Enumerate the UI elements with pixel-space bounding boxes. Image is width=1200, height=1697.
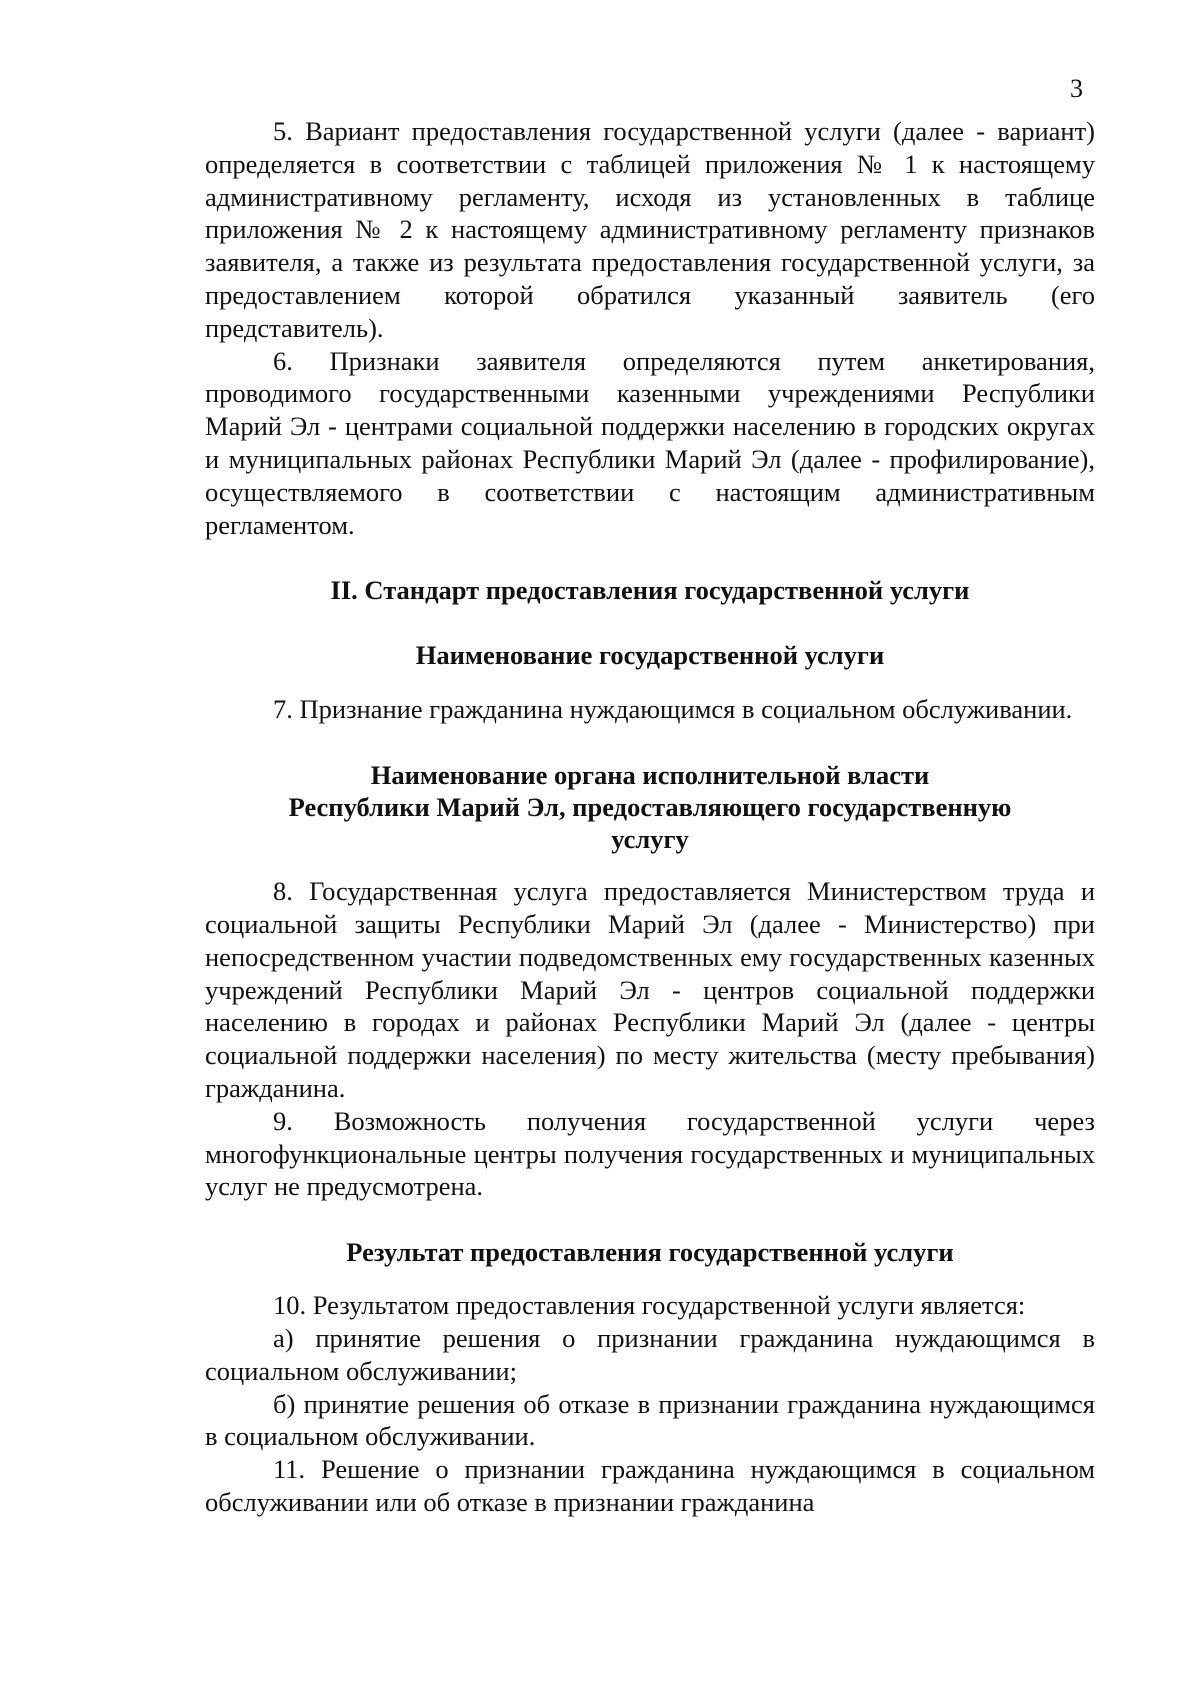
result-heading: Результат предоставления государственной услуги [346, 1237, 954, 1268]
paragraph-7: 7. Признание гражданина нуждающимся в социальном обслуживании. [273, 694, 1073, 725]
paragraph-9: 9. Возможность получения государственной услуги через многофункциональные центры получения государственных и муниципальных услуг не предусмотрена. [205, 1105, 1095, 1202]
paragraph-10: 10. Результатом предоставления государственной услуги является: [273, 1290, 1026, 1321]
service-name-heading: Наименование государственной услуги [415, 640, 885, 671]
document-body [205, 115, 1095, 1519]
paragraph-10a: а) принятие решения о признании гражданина нуждающимся в социальном обслуживании; [205, 1322, 1095, 1386]
page-number: 3 [1070, 74, 1083, 103]
paragraph-8: 8. Государственная услуга предоставляется Министерством труда и социальной защиты Республики Марий Эл (далее - Министерство) при непосредственном участии подведомственных ему государственных казенных учреждений Республики Марий Эл - центров социальной поддержки населению в городах и районах Республики Марий Эл (далее - центры социальной поддержки населения) по месту жительства (месту пребывания) гражданина. [205, 876, 1095, 1103]
authority-heading-line-1: Наименование органа исполнительной власти [370, 760, 930, 791]
authority-heading-line-3: услугу [611, 824, 689, 855]
paragraph-11: 11. Решение о признании гражданина нуждающимся в социальном обслуживании или об отказе в признании гражданина [205, 1454, 1095, 1517]
authority-heading-line-2: Республики Марий Эл, предоставляющего государственную [288, 792, 1012, 823]
section-ii-heading: II. Стандарт предоставления государственной услуги [330, 575, 970, 606]
paragraph-6: 6. Признаки заявителя определяются путем анкетирования, проводимого государственными казенными учреждениями Республики Марий Эл - центрами социальной поддержки населению в городских округах и муниципальных районах Республики Марий Эл (далее - профилирование), осуществляемого в соответствии с настоящим административным регламентом. [205, 345, 1095, 540]
authority-heading [205, 759, 1095, 855]
paragraph-10b: б) принятие решения об отказе в признании гражданина нуждающимся в социальном обслуживании. [205, 1388, 1095, 1452]
paragraph-5: 5. Вариант предоставления государственной услуги (далее - вариант) определяется в соответствии с таблицей приложения № 1 к настоящему административному регламенту, исходя из установленных в таблице приложения № 2 к настоящему административному регламенту признаков заявителя, а также из результата предоставления государственной услуги, за предоставлением которой обратился указанный заявитель (его представитель). [205, 116, 1095, 343]
